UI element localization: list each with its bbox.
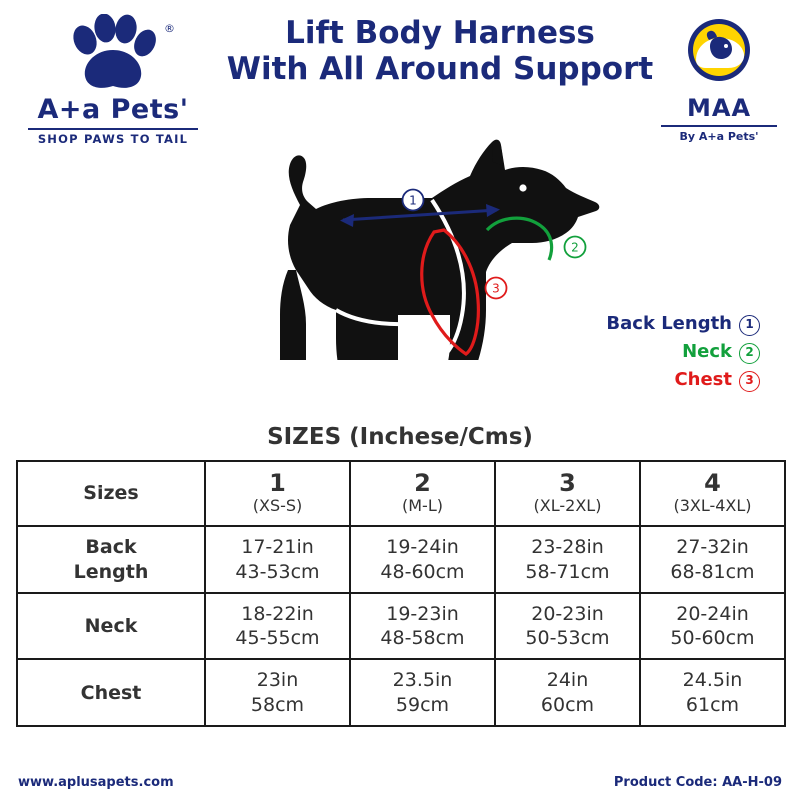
- page-title: [200, 16, 680, 88]
- cell-back-length-2: [350, 526, 495, 593]
- cell-back-length-4-cm: 68-81cm: [670, 560, 755, 583]
- cell-back-length-3-cm: 58-71cm: [525, 560, 610, 583]
- legend-marker-chest: 3: [739, 371, 760, 392]
- table-header-col-4: [640, 461, 785, 526]
- svg-text:2: 2: [571, 240, 579, 255]
- cell-chest-1: [205, 659, 350, 726]
- table-row: [17, 593, 785, 660]
- cell-neck-4-cm: 50-60cm: [670, 627, 755, 650]
- cell-neck-1-in: 18-22in: [241, 602, 314, 625]
- dog-silhouette-icon: [265, 140, 599, 360]
- dog-measurement-illustration: [0, 180, 800, 430]
- legend-label-back-length: Back Length: [606, 313, 732, 334]
- col-1-number: 1: [269, 469, 286, 497]
- cell-chest-2-cm: 59cm: [395, 693, 450, 716]
- row-label-back-length-line2: Length: [73, 560, 149, 583]
- cell-back-length-3-in: 23-28in: [531, 536, 604, 559]
- cell-chest-3-in: 24in: [546, 669, 589, 692]
- cell-neck-4: [640, 593, 785, 660]
- table-row: [17, 526, 785, 593]
- row-label-neck: [17, 593, 205, 660]
- cell-back-length-1: [205, 526, 350, 593]
- legend: [606, 310, 760, 394]
- table-header-col-3: [495, 461, 640, 526]
- row-label-back-length-line1: Back: [85, 536, 137, 559]
- legend-marker-back-length: 1: [739, 315, 760, 336]
- sizes-heading: SIZES (Inchese/Cms): [267, 424, 533, 450]
- cell-neck-1-cm: 45-55cm: [235, 627, 320, 650]
- registered-mark: ®: [164, 22, 175, 35]
- cell-back-length-2-cm: 48-60cm: [380, 560, 465, 583]
- cell-neck-2-in: 19-23in: [386, 602, 459, 625]
- cell-neck-3: [495, 593, 640, 660]
- table-header-col-1: [205, 461, 350, 526]
- brand-name-left: A+a Pets': [37, 94, 189, 125]
- cell-back-length-4-in: 27-32in: [676, 536, 749, 559]
- footer-product-code: Product Code: AA-H-09: [613, 775, 782, 790]
- cell-neck-3-cm: 50-53cm: [525, 627, 610, 650]
- marker-back-length: [403, 190, 424, 211]
- cell-chest-1-in: 23in: [256, 669, 299, 692]
- page-title-line1: Lift Body Harness: [285, 15, 595, 51]
- cell-back-length-1-in: 17-21in: [241, 536, 314, 559]
- brand-tagline-left: SHOP PAWS TO TAIL: [37, 132, 189, 146]
- cell-chest-4-cm: 61cm: [685, 693, 740, 716]
- cell-chest-1-cm: 58cm: [250, 693, 305, 716]
- paw-print-icon: [67, 14, 159, 92]
- cell-back-length-4: [640, 526, 785, 593]
- cell-back-length-3: [495, 526, 640, 593]
- legend-item-chest: [606, 366, 760, 394]
- cell-back-length-1-cm: 43-53cm: [235, 560, 320, 583]
- svg-text:3: 3: [492, 281, 500, 296]
- cell-neck-3-in: 20-23in: [531, 602, 604, 625]
- cell-neck-4-in: 20-24in: [676, 602, 749, 625]
- col-4-range: (3XL-4XL): [673, 496, 752, 516]
- cell-chest-4-in: 24.5in: [682, 669, 743, 692]
- row-label-back-length: [17, 526, 205, 593]
- col-3-range: (XL-2XL): [533, 496, 602, 516]
- table-header-row: [17, 461, 785, 526]
- size-table: [16, 460, 786, 727]
- cell-chest-3-cm: 60cm: [540, 693, 595, 716]
- marker-chest: [486, 278, 507, 299]
- row-label-chest: [17, 659, 205, 726]
- legend-marker-neck: 2: [739, 343, 760, 364]
- legend-label-chest: Chest: [674, 368, 732, 390]
- cell-neck-1: [205, 593, 350, 660]
- cell-neck-2-cm: 48-58cm: [380, 627, 465, 650]
- cell-chest-3: [495, 659, 640, 726]
- cell-neck-2: [350, 593, 495, 660]
- brand-tagline-right: By A+a Pets': [679, 130, 759, 143]
- col-3-number: 3: [559, 469, 576, 497]
- page-title-line2: With All Around Support: [226, 50, 654, 87]
- col-2-range: (M-L): [402, 496, 443, 516]
- col-1-range: (XS-S): [252, 496, 303, 516]
- table-row: [17, 659, 785, 726]
- footer-website[interactable]: www.aplusapets.com: [18, 775, 174, 790]
- svg-text:1: 1: [409, 193, 417, 208]
- legend-item-back-length: [606, 310, 760, 338]
- footer: [0, 775, 800, 790]
- cell-chest-2: [350, 659, 495, 726]
- col-2-number: 2: [414, 469, 431, 497]
- cell-chest-2-in: 23.5in: [392, 669, 453, 692]
- row-label-chest-line1: Chest: [80, 681, 142, 704]
- cell-chest-4: [640, 659, 785, 726]
- legend-label-neck: Neck: [682, 340, 732, 362]
- size-table-wrapper: [0, 460, 800, 727]
- brand-name-right: MAA: [686, 94, 752, 122]
- legend-item-neck: [606, 338, 760, 366]
- marker-neck: [565, 237, 586, 258]
- cell-back-length-2-in: 19-24in: [386, 536, 459, 559]
- row-label-neck-line1: Neck: [84, 614, 138, 637]
- table-header-col-2: [350, 461, 495, 526]
- col-4-number: 4: [704, 469, 721, 497]
- dog-in-hands-icon: [676, 16, 762, 88]
- table-corner-label: Sizes: [17, 461, 205, 526]
